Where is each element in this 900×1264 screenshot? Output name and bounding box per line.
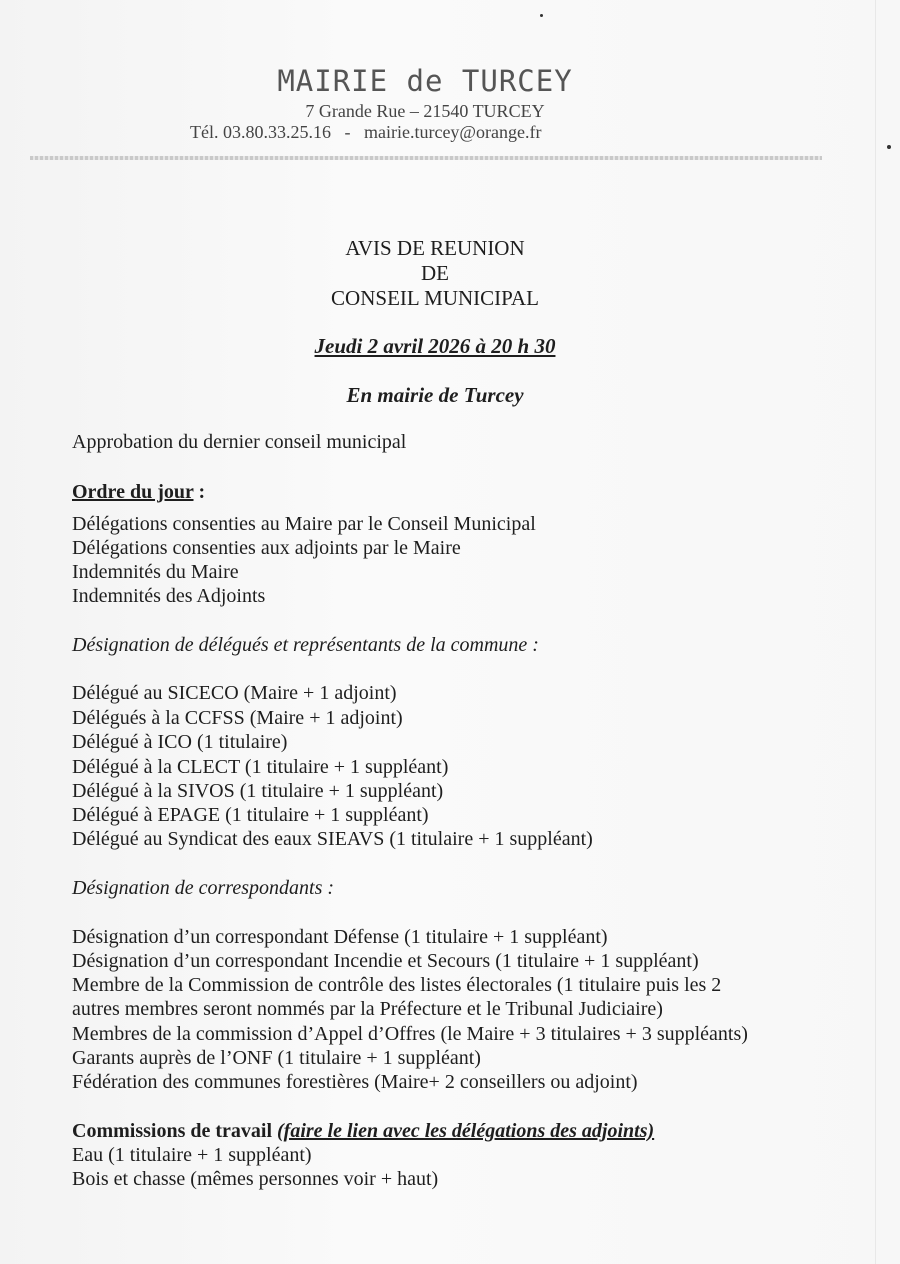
scan-edge: [875, 0, 876, 1264]
agenda-item: Indemnités des Adjoints: [72, 585, 266, 607]
notice-title-line-2: DE: [421, 261, 449, 285]
delegate-item: Délégué à la SIVOS (1 titulaire + 1 suppléant): [72, 780, 444, 802]
letterhead-divider: [30, 156, 822, 160]
meeting-date: Jeudi 2 avril 2026 à 20 h 30: [314, 334, 556, 358]
agenda-item: Délégations consenties aux adjoints par le Maire: [72, 537, 461, 559]
correspondent-item: Membres de la commission d’Appel d’Offres (le Maire + 3 titulaires + 3 suppléants): [72, 1023, 748, 1045]
work-commissions-heading: [72, 1120, 654, 1143]
delegates-heading: Désignation de délégués et représentants de la commune :: [72, 634, 539, 656]
delegate-item: Délégué au SICECO (Maire + 1 adjoint): [72, 682, 397, 704]
delegate-item: Délégué à EPAGE (1 titulaire + 1 suppléant): [72, 804, 429, 826]
correspondent-item: autres membres seront nommés par la Préfecture et le Tribunal Judiciaire): [72, 998, 663, 1020]
correspondents-heading: Désignation de correspondants :: [72, 877, 335, 899]
work-commission-item: Bois et chasse (mêmes personnes voir + haut): [72, 1168, 439, 1190]
correspondent-item: Désignation d’un correspondant Incendie et Secours (1 titulaire + 1 suppléant): [72, 950, 699, 972]
work-commissions-note: (faire le lien avec les délégations des adjoints): [277, 1120, 655, 1142]
scan-speck: [540, 14, 543, 17]
delegate-item: Délégué au Syndicat des eaux SIEAVS (1 titulaire + 1 suppléant): [72, 828, 593, 850]
meeting-place: En mairie de Turcey: [346, 383, 524, 407]
agenda-heading: [72, 481, 205, 504]
work-commission-item: Eau (1 titulaire + 1 suppléant): [72, 1144, 312, 1166]
work-commissions-label: Commissions de travail: [72, 1120, 272, 1142]
correspondent-item: Garants auprès de l’ONF (1 titulaire + 1 suppléant): [72, 1047, 481, 1069]
delegate-item: Délégué à ICO (1 titulaire): [72, 731, 288, 753]
notice-title-line-1: AVIS DE REUNION: [345, 236, 525, 260]
notice-title-line-3: CONSEIL MUNICIPAL: [331, 286, 539, 310]
agenda-item: Indemnités du Maire: [72, 561, 239, 583]
agenda-heading-label: Ordre du jour: [72, 481, 194, 503]
correspondent-item: Membre de la Commission de contrôle des listes électorales (1 titulaire puis les 2: [72, 974, 722, 996]
delegate-item: Délégués à la CCFSS (Maire + 1 adjoint): [72, 707, 403, 729]
letterhead-address: 7 Grande Rue – 21540 TURCEY: [305, 101, 545, 121]
approval-line: Approbation du dernier conseil municipal: [72, 431, 407, 453]
agenda-heading-colon: :: [193, 481, 206, 503]
agenda-item: Délégations consenties au Maire par le Conseil Municipal: [72, 513, 536, 535]
delegate-item: Délégué à la CLECT (1 titulaire + 1 suppléant): [72, 756, 449, 778]
correspondent-item: Désignation d’un correspondant Défense (1 titulaire + 1 suppléant): [72, 926, 608, 948]
letterhead-contact: Tél. 03.80.33.25.16 - mairie.turcey@orange.fr: [190, 122, 542, 142]
letterhead-title: MAIRIE de TURCEY: [277, 64, 573, 98]
correspondent-item: Fédération des communes forestières (Maire+ 2 conseillers ou adjoint): [72, 1071, 638, 1093]
scan-speck: [887, 145, 891, 149]
